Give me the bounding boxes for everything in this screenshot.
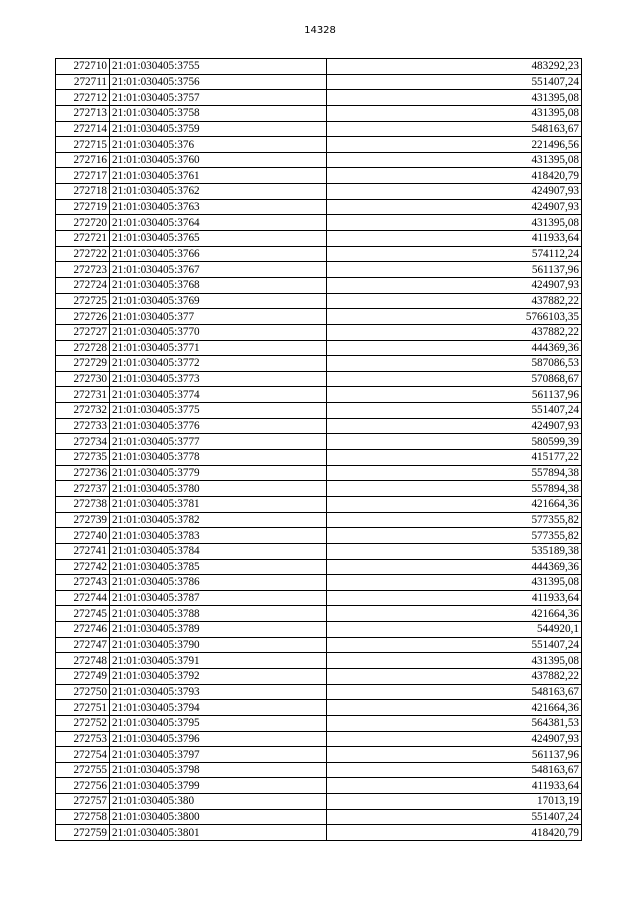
table-row <box>56 778 582 794</box>
table-row <box>56 246 582 262</box>
cadastral-value-cell: 574112,24 <box>327 246 582 262</box>
row-number-cell: 272727 <box>56 324 110 340</box>
cadastral-number-cell: 21:01:030405:3766 <box>110 246 327 262</box>
cadastral-value-cell: 431395,08 <box>327 575 582 591</box>
cadastral-number-cell: 21:01:030405:3792 <box>110 668 327 684</box>
cadastral-value-cell: 544920,1 <box>327 622 582 638</box>
cadastral-number-cell: 21:01:030405:3759 <box>110 121 327 137</box>
table-row <box>56 512 582 528</box>
row-number-cell: 272740 <box>56 528 110 544</box>
cadastral-number-cell: 21:01:030405:3772 <box>110 356 327 372</box>
row-number-cell: 272712 <box>56 90 110 106</box>
cadastral-number-cell: 21:01:030405:3762 <box>110 184 327 200</box>
table-row <box>56 184 582 200</box>
cadastral-value-cell: 561137,96 <box>327 387 582 403</box>
cadastral-number-cell: 21:01:030405:3783 <box>110 528 327 544</box>
table-row <box>56 293 582 309</box>
row-number-cell: 272751 <box>56 700 110 716</box>
table-row <box>56 794 582 810</box>
cadastral-value-cell: 431395,08 <box>327 215 582 231</box>
table-row <box>56 606 582 622</box>
cadastral-value-cell: 444369,36 <box>327 340 582 356</box>
row-number-cell: 272723 <box>56 262 110 278</box>
table-row <box>56 825 582 841</box>
cadastral-number-cell: 21:01:030405:3767 <box>110 262 327 278</box>
row-number-cell: 272729 <box>56 356 110 372</box>
cadastral-value-cell: 561137,96 <box>327 262 582 278</box>
cadastral-value-cell: 431395,08 <box>327 152 582 168</box>
table-row <box>56 277 582 293</box>
cadastral-number-cell: 21:01:030405:3778 <box>110 450 327 466</box>
row-number-cell: 272744 <box>56 590 110 606</box>
cadastral-value-cell: 557894,38 <box>327 465 582 481</box>
table-row <box>56 434 582 450</box>
cadastral-number-cell: 21:01:030405:3799 <box>110 778 327 794</box>
row-number-cell: 272752 <box>56 715 110 731</box>
cadastral-number-cell: 21:01:030405:3775 <box>110 403 327 419</box>
cadastral-value-cell: 570868,67 <box>327 371 582 387</box>
table-row <box>56 403 582 419</box>
cadastral-value-cell: 437882,22 <box>327 324 582 340</box>
row-number-cell: 272739 <box>56 512 110 528</box>
cadastral-number-cell: 21:01:030405:3784 <box>110 543 327 559</box>
cadastral-value-cell: 424907,93 <box>327 277 582 293</box>
cadastral-number-cell: 21:01:030405:3776 <box>110 418 327 434</box>
row-number-cell: 272716 <box>56 152 110 168</box>
cadastral-value-cell: 421664,36 <box>327 496 582 512</box>
table-row <box>56 575 582 591</box>
cadastral-number-cell: 21:01:030405:3774 <box>110 387 327 403</box>
table-row <box>56 528 582 544</box>
row-number-cell: 272735 <box>56 450 110 466</box>
table-row <box>56 481 582 497</box>
table-row <box>56 809 582 825</box>
cadastral-value-cell: 561137,96 <box>327 747 582 763</box>
table-body <box>56 59 582 841</box>
table-row <box>56 450 582 466</box>
row-number-cell: 272747 <box>56 637 110 653</box>
row-number-cell: 272718 <box>56 184 110 200</box>
cadastral-value-cell: 548163,67 <box>327 762 582 778</box>
cadastral-value-cell: 411933,64 <box>327 590 582 606</box>
row-number-cell: 272750 <box>56 684 110 700</box>
row-number-cell: 272720 <box>56 215 110 231</box>
cadastral-number-cell: 21:01:030405:3763 <box>110 199 327 215</box>
cadastral-number-cell: 21:01:030405:3789 <box>110 622 327 638</box>
row-number-cell: 272710 <box>56 59 110 75</box>
cadastral-number-cell: 21:01:030405:3782 <box>110 512 327 528</box>
cadastral-value-cell: 415177,22 <box>327 450 582 466</box>
cadastral-number-cell: 21:01:030405:3788 <box>110 606 327 622</box>
row-number-cell: 272745 <box>56 606 110 622</box>
cadastral-number-cell: 21:01:030405:3777 <box>110 434 327 450</box>
table-row <box>56 137 582 153</box>
table-row <box>56 684 582 700</box>
table-row <box>56 324 582 340</box>
cadastral-value-cell: 431395,08 <box>327 105 582 121</box>
table-row <box>56 199 582 215</box>
cadastral-number-cell: 21:01:030405:3768 <box>110 277 327 293</box>
table-row <box>56 168 582 184</box>
row-number-cell: 272728 <box>56 340 110 356</box>
row-number-cell: 272754 <box>56 747 110 763</box>
cadastral-value-cell: 564381,53 <box>327 715 582 731</box>
table-row <box>56 356 582 372</box>
cadastral-value-cell: 577355,82 <box>327 528 582 544</box>
cadastral-number-cell: 21:01:030405:3761 <box>110 168 327 184</box>
cadastral-value-cell: 548163,67 <box>327 684 582 700</box>
row-number-cell: 272713 <box>56 105 110 121</box>
row-number-cell: 272755 <box>56 762 110 778</box>
table-row <box>56 543 582 559</box>
cadastral-value-cell: 411933,64 <box>327 778 582 794</box>
cadastral-number-cell: 21:01:030405:3770 <box>110 324 327 340</box>
cadastral-value-cell: 411933,64 <box>327 231 582 247</box>
row-number-cell: 272746 <box>56 622 110 638</box>
cadastral-number-cell: 21:01:030405:3781 <box>110 496 327 512</box>
row-number-cell: 272749 <box>56 668 110 684</box>
cadastral-number-cell: 21:01:030405:3756 <box>110 74 327 90</box>
cadastral-value-cell: 551407,24 <box>327 403 582 419</box>
table-row <box>56 496 582 512</box>
cadastral-number-cell: 21:01:030405:3790 <box>110 637 327 653</box>
cadastral-number-cell: 21:01:030405:3764 <box>110 215 327 231</box>
row-number-cell: 272721 <box>56 231 110 247</box>
cadastral-value-cell: 421664,36 <box>327 606 582 622</box>
table-row <box>56 340 582 356</box>
cadastral-number-cell: 21:01:030405:380 <box>110 794 327 810</box>
table-row <box>56 622 582 638</box>
cadastral-value-cell: 424907,93 <box>327 731 582 747</box>
cadastral-number-cell: 21:01:030405:3794 <box>110 700 327 716</box>
row-number-cell: 272719 <box>56 199 110 215</box>
table-row <box>56 731 582 747</box>
row-number-cell: 272722 <box>56 246 110 262</box>
cadastral-number-cell: 21:01:030405:3758 <box>110 105 327 121</box>
cadastral-value-cell: 421664,36 <box>327 700 582 716</box>
cadastral-number-cell: 21:01:030405:3795 <box>110 715 327 731</box>
cadastral-value-cell: 431395,08 <box>327 90 582 106</box>
cadastral-value-cell: 424907,93 <box>327 184 582 200</box>
cadastral-value-cell: 483292,23 <box>327 59 582 75</box>
table-row <box>56 700 582 716</box>
table-row <box>56 231 582 247</box>
cadastral-value-cell: 5766103,35 <box>327 309 582 325</box>
row-number-cell: 272756 <box>56 778 110 794</box>
row-number-cell: 272730 <box>56 371 110 387</box>
cadastral-value-cell: 437882,22 <box>327 293 582 309</box>
cadastral-value-cell: 535189,38 <box>327 543 582 559</box>
table-row <box>56 668 582 684</box>
row-number-cell: 272733 <box>56 418 110 434</box>
cadastral-value-cell: 548163,67 <box>327 121 582 137</box>
row-number-cell: 272758 <box>56 809 110 825</box>
cadastral-number-cell: 21:01:030405:3760 <box>110 152 327 168</box>
row-number-cell: 272715 <box>56 137 110 153</box>
table-row <box>56 371 582 387</box>
cadastral-value-cell: 437882,22 <box>327 668 582 684</box>
cadastral-value-cell: 431395,08 <box>327 653 582 669</box>
table-row <box>56 90 582 106</box>
row-number-cell: 272734 <box>56 434 110 450</box>
row-number-cell: 272753 <box>56 731 110 747</box>
table-row <box>56 747 582 763</box>
cadastral-value-cell: 551407,24 <box>327 74 582 90</box>
cadastral-value-table <box>55 58 582 841</box>
cadastral-number-cell: 21:01:030405:3797 <box>110 747 327 763</box>
row-number-cell: 272743 <box>56 575 110 591</box>
table-row <box>56 59 582 75</box>
table-row <box>56 590 582 606</box>
row-number-cell: 272742 <box>56 559 110 575</box>
cadastral-value-cell: 580599,39 <box>327 434 582 450</box>
row-number-cell: 272714 <box>56 121 110 137</box>
row-number-cell: 272757 <box>56 794 110 810</box>
row-number-cell: 272731 <box>56 387 110 403</box>
table-row <box>56 653 582 669</box>
cadastral-value-cell: 424907,93 <box>327 199 582 215</box>
row-number-cell: 272759 <box>56 825 110 841</box>
table-row <box>56 215 582 231</box>
cadastral-number-cell: 21:01:030405:3801 <box>110 825 327 841</box>
row-number-cell: 272726 <box>56 309 110 325</box>
table-row <box>56 465 582 481</box>
row-number-cell: 272732 <box>56 403 110 419</box>
cadastral-value-cell: 221496,56 <box>327 137 582 153</box>
cadastral-number-cell: 21:01:030405:376 <box>110 137 327 153</box>
table-row <box>56 152 582 168</box>
cadastral-number-cell: 21:01:030405:377 <box>110 309 327 325</box>
cadastral-value-cell: 17013,19 <box>327 794 582 810</box>
cadastral-number-cell: 21:01:030405:3765 <box>110 231 327 247</box>
cadastral-number-cell: 21:01:030405:3800 <box>110 809 327 825</box>
table-row <box>56 262 582 278</box>
table-row <box>56 387 582 403</box>
table-row <box>56 309 582 325</box>
cadastral-value-cell: 587086,53 <box>327 356 582 372</box>
cadastral-number-cell: 21:01:030405:3796 <box>110 731 327 747</box>
table-row <box>56 637 582 653</box>
cadastral-number-cell: 21:01:030405:3771 <box>110 340 327 356</box>
table-row <box>56 715 582 731</box>
cadastral-number-cell: 21:01:030405:3798 <box>110 762 327 778</box>
cadastral-number-cell: 21:01:030405:3757 <box>110 90 327 106</box>
cadastral-value-cell: 551407,24 <box>327 809 582 825</box>
row-number-cell: 272748 <box>56 653 110 669</box>
cadastral-number-cell: 21:01:030405:3769 <box>110 293 327 309</box>
row-number-cell: 272741 <box>56 543 110 559</box>
cadastral-number-cell: 21:01:030405:3780 <box>110 481 327 497</box>
cadastral-number-cell: 21:01:030405:3793 <box>110 684 327 700</box>
cadastral-number-cell: 21:01:030405:3787 <box>110 590 327 606</box>
cadastral-value-cell: 557894,38 <box>327 481 582 497</box>
table-row <box>56 74 582 90</box>
table-row <box>56 418 582 434</box>
cadastral-value-cell: 418420,79 <box>327 168 582 184</box>
table-row <box>56 559 582 575</box>
cadastral-number-cell: 21:01:030405:3786 <box>110 575 327 591</box>
table-row <box>56 762 582 778</box>
cadastral-value-cell: 577355,82 <box>327 512 582 528</box>
cadastral-number-cell: 21:01:030405:3755 <box>110 59 327 75</box>
row-number-cell: 272738 <box>56 496 110 512</box>
row-number-cell: 272737 <box>56 481 110 497</box>
row-number-cell: 272724 <box>56 277 110 293</box>
cadastral-value-cell: 418420,79 <box>327 825 582 841</box>
page-number: 14328 <box>304 25 336 36</box>
cadastral-value-cell: 551407,24 <box>327 637 582 653</box>
row-number-cell: 272725 <box>56 293 110 309</box>
table-row <box>56 121 582 137</box>
row-number-cell: 272711 <box>56 74 110 90</box>
row-number-cell: 272736 <box>56 465 110 481</box>
cadastral-value-cell: 424907,93 <box>327 418 582 434</box>
cadastral-number-cell: 21:01:030405:3791 <box>110 653 327 669</box>
table-row <box>56 105 582 121</box>
cadastral-number-cell: 21:01:030405:3785 <box>110 559 327 575</box>
row-number-cell: 272717 <box>56 168 110 184</box>
cadastral-number-cell: 21:01:030405:3779 <box>110 465 327 481</box>
cadastral-number-cell: 21:01:030405:3773 <box>110 371 327 387</box>
cadastral-value-cell: 444369,36 <box>327 559 582 575</box>
